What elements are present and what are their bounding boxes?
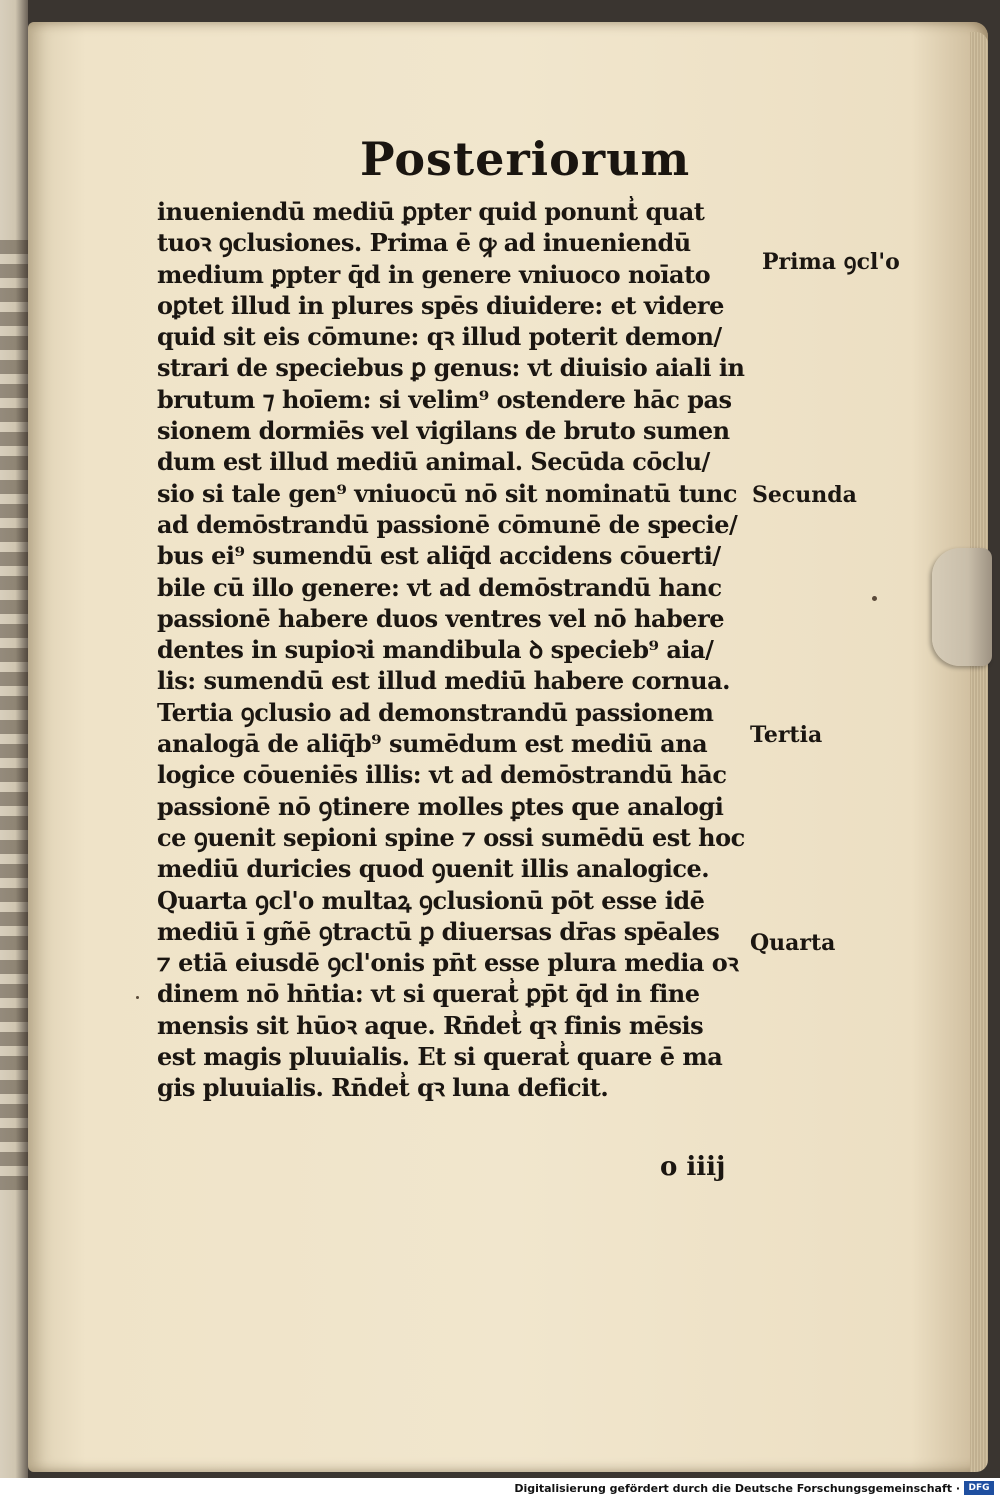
text-line: dinem nō hn̄tia: vt si querat̾ ꝑp̄t q̄d in fine [157, 979, 700, 1009]
facing-page-text-bleed [0, 240, 28, 1200]
text-line: mensis sit hūoꝛ aque. Rn̄det̾ qꝛ finis mēsis [157, 1010, 704, 1040]
marginal-note-tertia: Tertia [750, 722, 823, 748]
text-line: strari de speciebus ꝑ genus: vt diuisio aiali in [157, 353, 745, 383]
text-line: oꝑtet illud in plures spēs diuidere: et videre [157, 290, 724, 320]
ink-speck [136, 996, 139, 999]
text-line: Tertia ꝯclusio ad demonstrandū passionem [157, 697, 714, 727]
text-line: bus ei⁹ sumendū est aliq̄d accidens cōuerti/ [157, 541, 721, 571]
text-line: bile cū illo genere: vt ad demōstrandū hanc [157, 572, 722, 602]
text-line: dentes in supioꝛi mandibula ꝺ specieb⁹ aia/ [157, 635, 714, 665]
text-line: brutum ⁊ hoīem: si velim⁹ ostendere hāc pas [157, 384, 732, 414]
text-line: ⁊ etiā eiusdē ꝯcl'onis pn̄t esse plura media oꝛ [157, 948, 739, 978]
text-line: tuoꝛ ꝯclusiones. Prima ē ꝙ ad inueniendū [157, 228, 691, 258]
text-line: logice cōueniēs illis: vt ad demōstrandū hāc [157, 760, 727, 790]
text-line: est magis pluuialis. Et si querat̾ quare ē ma [157, 1042, 723, 1072]
text-line: gis pluuialis. Rn̄det̾ qꝛ luna deficit. [157, 1073, 609, 1103]
signature-mark: o iiij [660, 1152, 726, 1182]
text-line: lis: sumendū est illud mediū habere cornua. [157, 666, 731, 696]
text-line: Quarta ꝯcl'o multaꝝ ꝯclusionū pōt esse idē [157, 885, 705, 915]
ink-speck [872, 596, 877, 601]
book-clasp [932, 548, 992, 666]
text-line: passionē habere duos ventres vel nō habere [157, 603, 724, 633]
digitization-credit: Digitalisierung gefördert durch die Deutsche Forschungsgemeinschaft · [514, 1482, 960, 1495]
text-line: sionem dormiēs vel vigilans de bruto sumen [157, 416, 730, 446]
marginal-note-prima: Prima ꝯcl'o [762, 249, 900, 275]
text-line: quid sit eis cōmune: qꝛ illud poterit demon/ [157, 322, 722, 352]
text-line: inueniendū mediū ꝑpter quid ponunt̾ quat [157, 197, 705, 226]
text-line: passionē nō ꝯtinere molles ꝑtes que analogi [157, 791, 724, 821]
text-line: sio si tale gen⁹ vniuocū nō sit nominatū tunc [157, 478, 737, 508]
marginal-note-quarta: Quarta [750, 930, 836, 956]
text-line: ce ꝯuenit sepioni spine ⁊ ossi sumēdū est hoc [157, 822, 745, 852]
text-line: mediū duricies quod ꝯuenit illis analogice. [157, 854, 710, 884]
text-line: mediū ī gñē ꝯtractū ꝑ diuersas dr̄as spēales [157, 916, 720, 946]
marginal-note-secunda: Secunda [752, 482, 857, 508]
page-fore-edge [970, 32, 988, 1472]
text-line: medium ꝑpter q̄d in genere vniuoco noīato [157, 259, 711, 289]
text-line: ad demōstrandū passionē cōmunē de specie/ [157, 509, 738, 539]
dfg-logo: DFG [964, 1481, 994, 1495]
main-text-block [157, 196, 757, 1104]
running-heading: Posteriorum [360, 132, 691, 186]
text-line: analogā de aliq̄b⁹ sumēdum est mediū ana [157, 729, 708, 759]
text-line: dum est illud mediū animal. Secūda cōclu/ [157, 447, 710, 477]
